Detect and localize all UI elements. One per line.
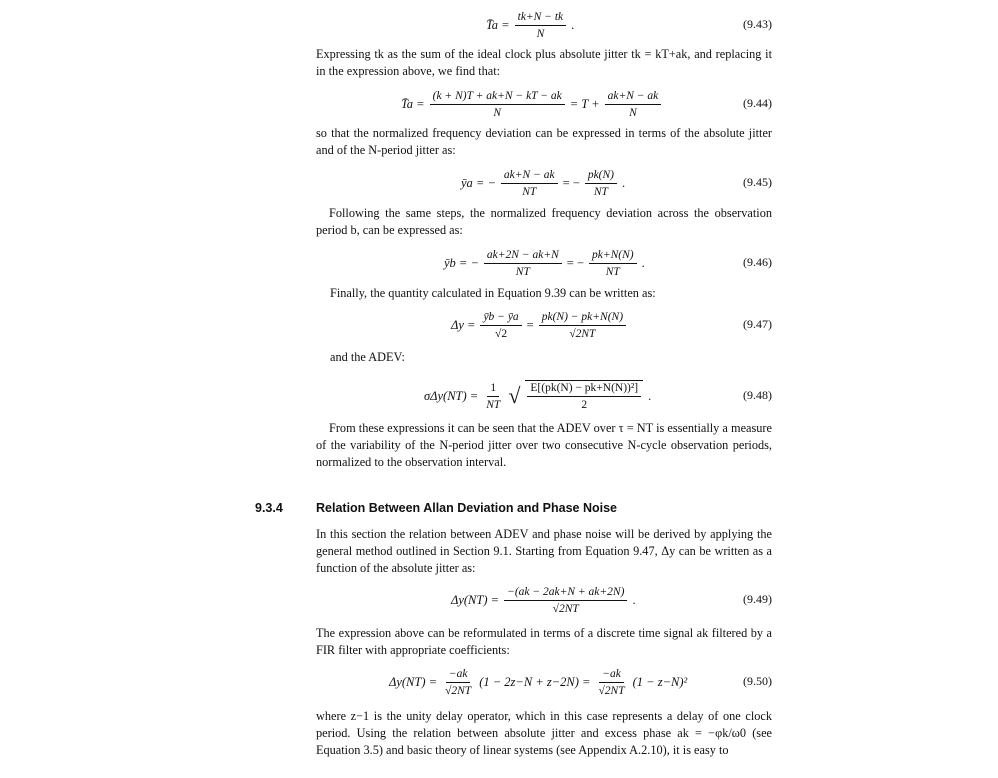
- equation-9-43: T̄a = $\frac{tk+N - tk}{N}$ . (9.43): [486, 10, 772, 40]
- paragraph: so that the normalized frequency deviation can be expressed in terms of the absolute jitter and of the N-period jitter as:: [316, 126, 772, 157]
- equation-9-44: T̄a = $\frac{(k + N)T + ak+N - kT - ak}{N}$ = T + $\frac{ak+N - ak}{N}$ (9.44): [401, 89, 772, 119]
- section-number: 9.3.4: [255, 501, 283, 515]
- section-title: Relation Between Allan Deviation and Phase Noise: [316, 501, 618, 515]
- equation-number: (9.45): [743, 175, 772, 189]
- equation-9-45: ȳa = − $\frac{ak+N - ak}{NT}$ = − $\frac{pk(N)}{NT}$ . (9.45): [461, 168, 772, 198]
- equation-number: (9.50): [743, 674, 772, 688]
- equation-9-49: Δy(NT) = $\frac{-(ak - 2ak+N + ak+2N)}{√2NT}$ . (9.49): [451, 585, 772, 615]
- paragraph: Expressing tk as the sum of the ideal clock plus absolute jitter tk = kT+ak, and replacing it in the expression above, we find that:: [316, 47, 772, 78]
- equation-number: (9.48): [743, 388, 772, 402]
- paragraph: In this section the relation between ADEV and phase noise will be derived by applying the general method outlined in Section 9.1. Starting from Equation 9.47, Δy can be written as a function of the absolute jitter as:: [316, 527, 772, 575]
- equation-number: (9.49): [743, 592, 772, 606]
- sqrt-symbol: √: [508, 383, 521, 408]
- paragraph: From these expressions it can be seen that the ADEV over τ = NT is essentially a measure of the variability of the N-period jitter over two consecutive N-cycle observation periods, normalized to the observation interval.: [316, 421, 772, 469]
- equation-number: (9.43): [743, 17, 772, 31]
- equation-9-50: Δy(NT) = $\frac{-ak}{√2NT}$ (1 − 2z−N + z−2N) = $\frac{-ak}{√2NT}$ (1 − z−N)² (9.50): [389, 667, 772, 697]
- paragraph: The expression above can be reformulated in terms of a discrete time signal ak filtered by a FIR filter with appropriate coefficients:: [316, 626, 772, 657]
- paragraph: Finally, the quantity calculated in Equation 9.39 can be written as:: [330, 286, 656, 300]
- equation-9-46: ȳb = − $\frac{ak+2N - ak+N}{NT}$ = − $\frac{pk+N(N)}{NT}$ . (9.46): [444, 248, 772, 278]
- paragraph: Following the same steps, the normalized frequency deviation across the observation period b, can be expressed as:: [316, 206, 772, 237]
- equation-9-48: σΔy(NT) = $\frac{1}{NT}$ √ $\frac{\text{E[(pk(N) − pk+N(N))²]}}{2}$ . (9.48): [424, 381, 772, 411]
- paragraph: and the ADEV:: [330, 350, 405, 364]
- equation-number: (9.44): [743, 96, 772, 110]
- equation-number: (9.46): [743, 255, 772, 269]
- equation-9-47: Δy = $\frac{ȳb - ȳa}{√2}$ = $\frac{pk(N) - pk+N(N)}{√2NT}$ (9.47): [451, 310, 772, 340]
- paragraph: where z−1 is the unity delay operator, which in this case represents a delay of one clock period. Using the relation between absolute jitter and excess phase ak = −φk/ω0 (see Equation 3.5) and basic theory of linear systems (see Appendix A.2.10), it is easy to: [316, 709, 772, 757]
- equation-number: (9.47): [743, 317, 772, 331]
